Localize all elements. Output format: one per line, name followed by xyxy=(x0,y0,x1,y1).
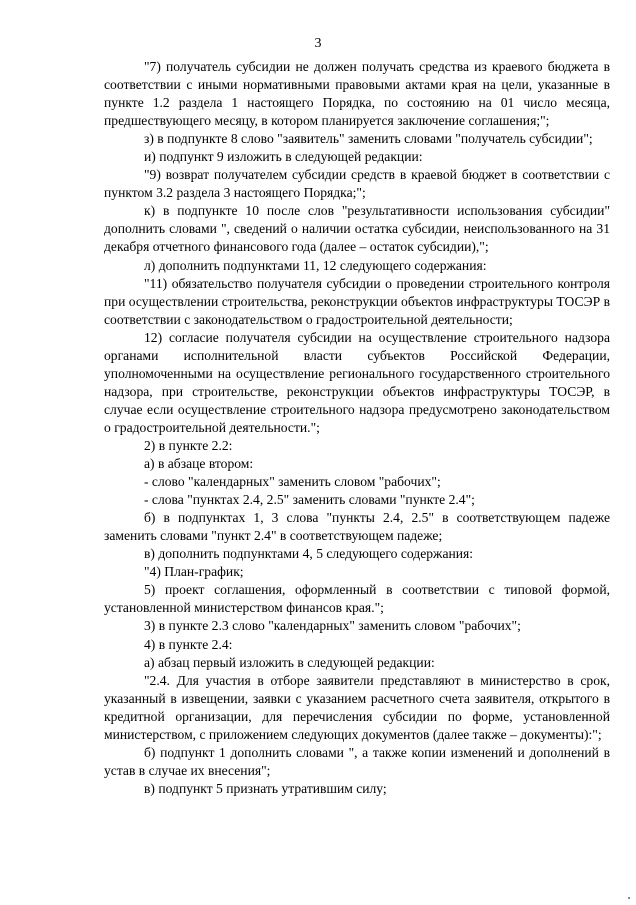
page-number: 3 xyxy=(314,36,322,51)
paragraph: - слова "пунктах 2.4, 2.5" заменить словами "пункте 2.4"; xyxy=(144,492,475,508)
paragraph: и) подпункт 9 изложить в следующей редакции: xyxy=(144,149,423,165)
paragraph: а) в абзаце втором: xyxy=(144,456,254,472)
paragraph: 4) в пункте 2.4: xyxy=(144,636,233,652)
paragraph: в) подпункт 5 признать утратившим силу; xyxy=(144,780,387,796)
paragraph: б) подпункт 1 дополнить словами ", а также копии изменений и дополнений в устав в случае их внесения"; xyxy=(104,744,610,778)
paragraph: "2.4. Для участия в отборе заявители представляют в министерство в срок, указанный в извещении, заявки с указанием расчетного счета заявителя, открытого в кредитной организации, для перечисления субсидии по форме, установленной министерством, с приложением следующих документов (далее также – документы):"; xyxy=(104,672,610,742)
paragraph: а) абзац первый изложить в следующей редакции: xyxy=(144,654,435,670)
paragraph: "7) получатель субсидии не должен получать средства из краевого бюджета в соответствии с иными нормативными правовыми актами края на цели, указанные в пункте 1.2 раздела 1 настоящего Порядка, по состоянию на 01 число месяца, предшествующего месяцу, в котором планируется заключение соглашения;"; xyxy=(104,59,610,129)
paragraph: "4) План-график; xyxy=(144,564,244,580)
paragraph: з) в подпункте 8 слово "заявитель" заменить словами "получатель субсидии"; xyxy=(144,131,593,147)
paragraph: 5) проект соглашения, оформленный в соответствии с типовой формой, установленной министерством финансов края."; xyxy=(104,582,610,616)
paragraph: "11) обязательство получателя субсидии о проведении строительного контроля при осуществлении строительства, реконструкции объектов инфраструктуры ТОСЭР в соответствии с законодательством о градостроительной деятельности; xyxy=(104,275,610,327)
paragraph: 12) согласие получателя субсидии на осуществление строительного надзора органами исполнительной власти субъектов Российской Федерации, уполномоченными на осуществление регионального государственного строительного надзора, при строительстве, реконструкции объектов инфраструктуры ТОСЭР, в случае если осуществление строительного надзора предусмотрено законодательством о градостроительной деятельности."; xyxy=(104,329,610,435)
paragraph: 3) в пункте 2.3 слово "календарных" заменить словом "рабочих"; xyxy=(144,618,521,634)
scan-speck xyxy=(628,897,630,899)
paragraph: к) в подпункте 10 после слов "результативности использования субсидии" дополнить словами ", сведений о наличии остатка субсидии, неиспользованного на 31 декабря отчетного финансового года (далее – остаток субсидии),"; xyxy=(104,203,610,255)
paragraph: - слово "календарных" заменить словом "рабочих"; xyxy=(144,474,441,490)
document-body xyxy=(104,58,610,798)
paragraph: "9) возврат получателем субсидии средств в краевой бюджет в соответствии с пунктом 3.2 раздела 3 настоящего Порядка;"; xyxy=(104,167,610,201)
paragraph: л) дополнить подпунктами 11, 12 следующего содержания: xyxy=(144,257,487,273)
paragraph: 2) в пункте 2.2: xyxy=(144,437,233,453)
paragraph: б) в подпунктах 1, 3 слова "пункты 2.4, 2.5" в соответствующем падеже заменить словами "пункт 2.4" в соответствующем падеже; xyxy=(104,510,610,544)
paragraph: в) дополнить подпунктами 4, 5 следующего содержания: xyxy=(144,546,474,562)
